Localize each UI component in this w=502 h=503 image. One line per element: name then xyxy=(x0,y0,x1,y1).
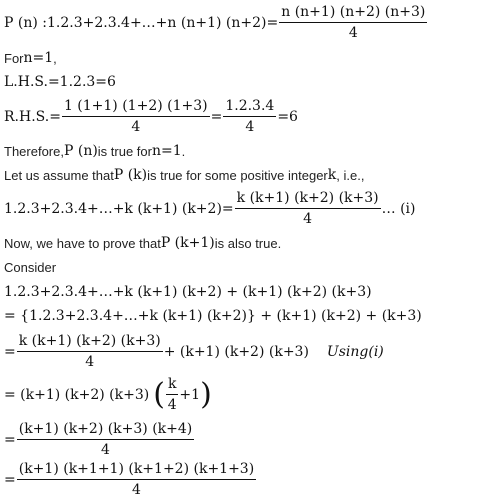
simplified-fraction xyxy=(17,421,195,458)
prove-math: P (k+1) xyxy=(160,235,215,251)
equals-sign: = xyxy=(4,471,16,488)
rhs-result: =6 xyxy=(277,108,298,125)
hypothesis-fraction xyxy=(235,190,381,227)
fraction-denominator: 4 xyxy=(101,442,110,458)
therefore-line xyxy=(4,143,185,159)
base-case-comma: , xyxy=(53,50,57,66)
base-case-math: n=1 xyxy=(23,50,54,66)
rhs-line xyxy=(4,98,298,135)
grouped-expression-math: = {1.2.3+2.3.4+…+k (k+1) (k+2)} + (k+1) (k+2) + (k+3) xyxy=(4,308,422,324)
therefore-math-n1: n=1 xyxy=(151,143,182,159)
sum-expression-math: 1.2.3+2.3.4+…+k (k+1) (k+2) + (k+1) (k+2) (k+3) xyxy=(4,284,372,300)
equals-sign: = xyxy=(221,200,234,217)
prove-line xyxy=(4,235,281,251)
equals-sign: = xyxy=(266,14,279,31)
fraction-numerator: (k+1) (k+2) (k+3) (k+4) xyxy=(17,421,195,440)
assumption-text: Let us assume that xyxy=(4,167,114,183)
assumption-text-end: , i.e., xyxy=(336,167,365,183)
fraction-numerator: k (k+1) (k+2) (k+3) xyxy=(235,190,381,209)
substitution-rest: + (k+1) (k+2) (k+3) xyxy=(163,343,309,360)
k-over-4-fraction xyxy=(166,376,178,413)
equation-label: … (i) xyxy=(381,200,416,217)
hypothesis-equation xyxy=(4,190,415,227)
statement-lhs: P (n) :1.2.3+2.3.4+…+n (n+1) (n+2) xyxy=(4,14,267,31)
rhs-fraction-1 xyxy=(62,98,210,135)
lhs-math: L.H.S.=1.2.3=6 xyxy=(4,74,116,90)
left-paren: ( xyxy=(153,376,165,412)
statement-line xyxy=(4,4,428,41)
using-note: Using(i) xyxy=(326,343,384,360)
therefore-math-pn: P (n) xyxy=(63,143,98,159)
fraction-numerator: 1 (1+1) (1+2) (1+3) xyxy=(62,98,210,117)
equals-sign: = xyxy=(4,343,16,360)
fraction-denominator: 4 xyxy=(245,119,255,135)
assumption-line xyxy=(4,167,364,183)
fraction-denominator: 4 xyxy=(132,482,141,498)
fraction-numerator: (k+1) (k+1+1) (k+1+2) (k+1+3) xyxy=(17,461,256,480)
prove-text-end: is also true. xyxy=(214,235,282,251)
assumption-text-mid: is true for some positive integer xyxy=(147,167,328,183)
right-paren: ) xyxy=(200,376,212,412)
sum-expression xyxy=(4,284,372,300)
therefore-text: Therefore, xyxy=(4,143,64,159)
fraction-numerator: n (n+1) (n+2) (n+3) xyxy=(279,4,427,23)
equals-sign: = xyxy=(4,431,16,448)
base-case-text: For xyxy=(4,50,24,66)
hypothesis-lhs: 1.2.3+2.3.4+…+k (k+1) (k+2) xyxy=(4,200,222,217)
assumption-math-k: k xyxy=(327,167,337,183)
fraction-denominator: 4 xyxy=(167,397,177,413)
grouped-expression xyxy=(4,308,422,324)
fraction-denominator: 4 xyxy=(303,211,313,227)
plus-one: +1 xyxy=(179,386,201,403)
consider-text: Consider xyxy=(4,260,57,275)
statement-fraction xyxy=(279,4,427,41)
fraction-numerator: k xyxy=(166,376,178,395)
substitution-fraction xyxy=(17,333,163,370)
assumption-math-pk: P (k) xyxy=(113,167,148,183)
solution-document xyxy=(4,0,500,503)
consider-line xyxy=(4,260,56,275)
final-line xyxy=(4,461,257,498)
rhs-label: R.H.S.= xyxy=(4,108,61,125)
prove-text: Now, we have to prove that xyxy=(4,235,161,251)
therefore-period: . xyxy=(181,143,186,159)
fraction-numerator: k (k+1) (k+2) (k+3) xyxy=(17,333,163,352)
fraction-denominator: 4 xyxy=(131,119,141,135)
fraction-numerator: 1.2.3.4 xyxy=(223,98,276,117)
substitution-line xyxy=(4,333,384,370)
fraction-denominator: 4 xyxy=(348,25,358,41)
factored-line xyxy=(4,376,212,413)
final-fraction xyxy=(17,461,256,498)
fraction-denominator: 4 xyxy=(85,354,95,370)
base-case-intro xyxy=(4,50,57,66)
simplified-line xyxy=(4,421,195,458)
rhs-fraction-2 xyxy=(223,98,276,135)
equals-sign: = xyxy=(210,108,223,125)
factored-prefix: = (k+1) (k+2) (k+3) xyxy=(4,386,150,403)
therefore-text-mid: is true for xyxy=(97,143,152,159)
lhs-line xyxy=(4,74,116,90)
